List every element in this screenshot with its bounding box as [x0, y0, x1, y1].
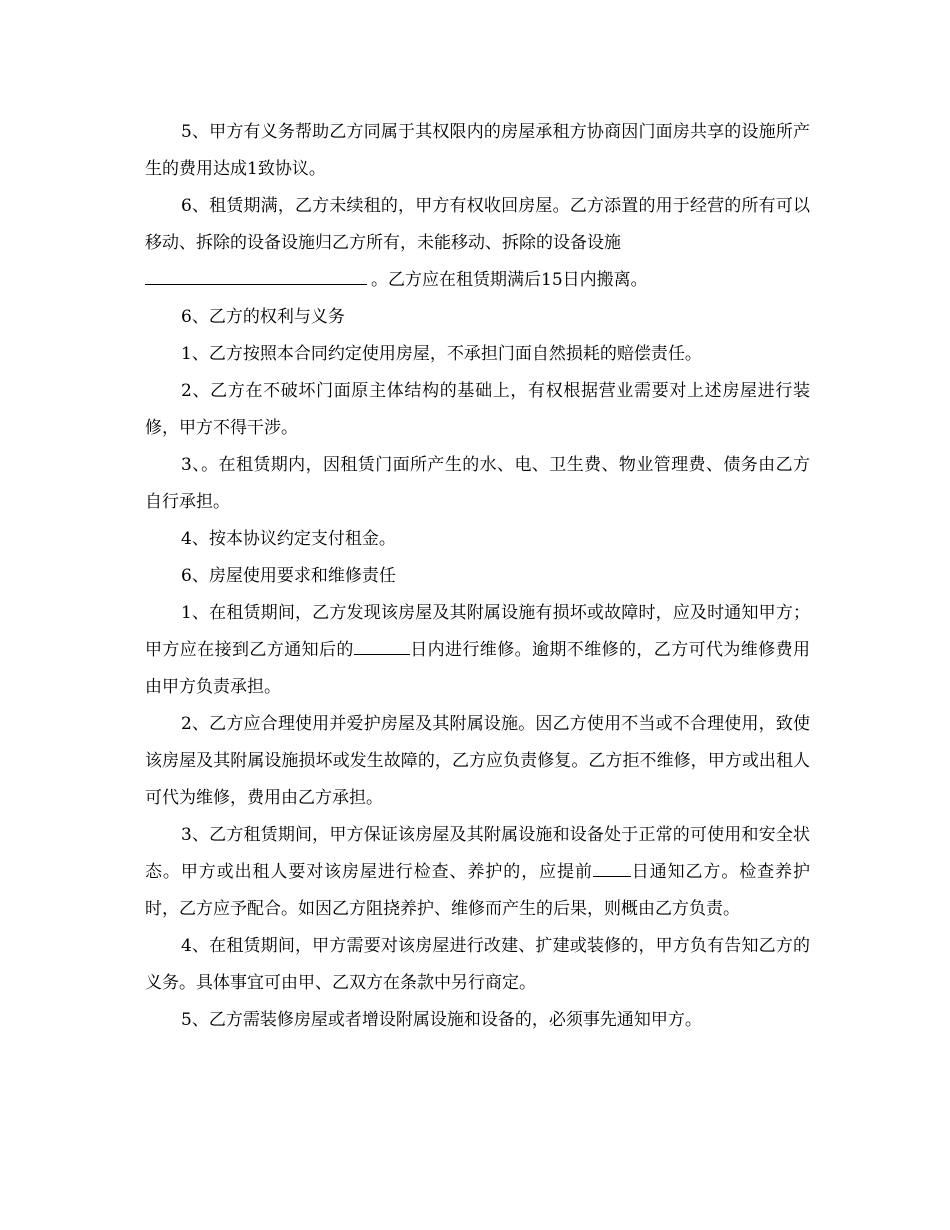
- tenant-clause-3: 3、。在租赁期内，因租赁门面所产生的水、电、卫生费、物业管理费、债务由乙方自行承担。: [145, 455, 810, 512]
- fill-in-blank-notice-days: [593, 858, 631, 877]
- fill-in-blank-days: [354, 636, 410, 655]
- section-heading-tenant-rights: 6、乙方的权利与义务: [181, 307, 345, 327]
- section-heading-maintenance: 6、房屋使用要求和维修责任: [181, 566, 396, 586]
- maintenance-clause-1-text-a: 1、在租赁期间，乙方发现该房屋及其附属设施有损坏或故障时，应及时通知甲方；甲方应在接到乙方通知后的: [145, 603, 810, 660]
- maintenance-clause-3-text-a: 3、乙方租赁期间，甲方保证该房屋及其附属设施和设备处于正常的可使用和安全状态。甲方或出租人要对该房屋进行检查、养护的，应提前: [145, 825, 810, 882]
- maintenance-clause-1: [145, 595, 810, 706]
- tenant-clause-1: 1、乙方按照本合同约定使用房屋，不承担门面自然损耗的赔偿责任。: [181, 344, 702, 364]
- clause-6-text-b: 。乙方应在租赁期满后15日内搬离。: [371, 270, 648, 290]
- maintenance-clause-1-text-b: 日内进行维修。逾期不维修的，乙方可代为维修费用由甲方负责承担。: [145, 640, 811, 697]
- clause-6-lease-expiry: [145, 188, 810, 299]
- maintenance-clause-3-text-b: 日通知乙方。检查养护时，乙方应予配合。如因乙方阻挠养护、维修而产生的后果，则概由乙方负责。: [145, 862, 811, 919]
- document-page: [145, 114, 810, 1039]
- tenant-clause-2: 2、乙方在不破坏门面原主体结构的基础上，有权根据营业需要对上述房屋进行装修，甲方不得干涉。: [145, 381, 810, 438]
- maintenance-clause-4: 4、在租赁期间，甲方需要对该房屋进行改建、扩建或装修的，甲方负有告知乙方的义务。具体事宜可由甲、乙双方在条款中另行商定。: [145, 936, 810, 993]
- maintenance-clause-3: [145, 817, 810, 928]
- fill-in-blank: [145, 266, 367, 285]
- maintenance-clause-5: 5、乙方需装修房屋或者增设附属设施和设备的，必须事先通知甲方。: [181, 1010, 702, 1030]
- clause-6-text-a: 6、租赁期满，乙方未续租的，甲方有权收回房屋。乙方添置的用于经营的所有可以移动、拆除的设备设施归乙方所有，未能移动、拆除的设备设施: [145, 196, 810, 253]
- clause-5-shared-facilities: 5、甲方有义务帮助乙方同属于其权限内的房屋承租方协商因门面房共享的设施所产生的费用达成1致协议。: [145, 122, 810, 179]
- tenant-clause-4: 4、按本协议约定支付租金。: [181, 529, 396, 549]
- maintenance-clause-2: 2、乙方应合理使用并爱护房屋及其附属设施。因乙方使用不当或不合理使用，致使该房屋及其附属设施损坏或发生故障的，乙方应负责修复。乙方拒不维修，甲方或出租人可代为维修，费用由乙方承担。: [145, 714, 810, 808]
